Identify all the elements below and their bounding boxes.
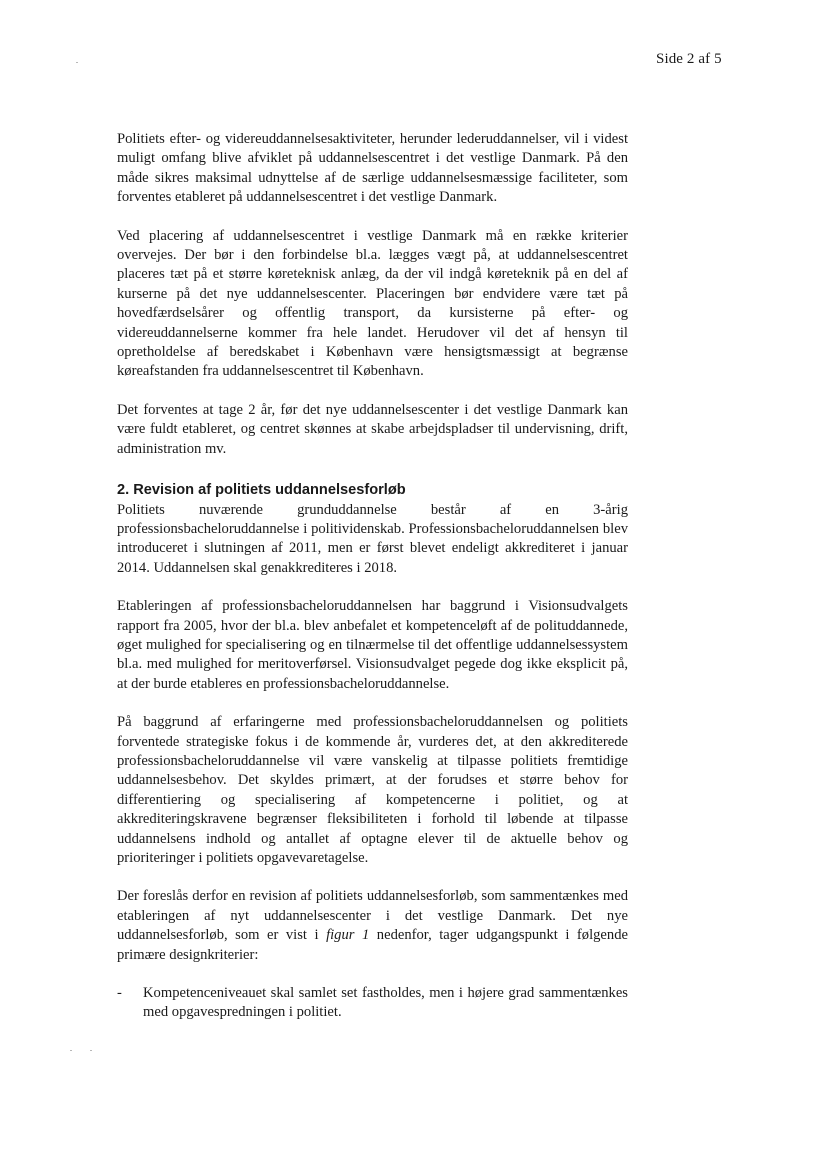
- paragraph: På baggrund af erfaringerne med professionsbacheloruddannelsen og politiets forventede strategiske fokus i de kommende år, vurderes det, at den akkrediterede professionsbacheloruddannelse vil være vanskelig at tilpasse politiets fremtidige uddannelsesbehov. Det skyldes primært, at der forudses et større behov for differentiering og specialisering af kompetencerne i politiet, og at akkrediteringskravene begrænser fleksibiliteten i forhold til løbende at tilpasse uddannelsens indhold og antallet af optagne elever til de aktuelle behov og prioriteringer i politiets opgavevaretagelse.: [117, 714, 628, 866]
- paragraph: Ved placering af uddannelsescentret i vestlige Danmark må en række kriterier overvejes. Der bør i den forbindelse bl.a. lægges vægt på, at uddannelsescentret placeres tæt på et større køreteknisk anlæg, da der vil indgå køreteknik på en del af kurserne på det nye uddannelsescenter. Placeringen bør endvidere være tæt på hovedfærdselsårer og offentlig transport, da kursisterne på efter- og videreuddannelserne kommer fra hele landet. Herudover vil det af hensyn til opretholdelse af beredskabet i København være hensigtsmæssigt at begrænse køreafstanden fra uddannelsescentret til København.: [117, 227, 628, 380]
- paragraph: Politiets nuværende grunduddannelse består af en 3-årig professionsbacheloruddannelse i politividenskab. Professionsbacheloruddannelsen blev introduceret i slutningen af 2011, men er først blevet endeligt akkrediteret i januar 2014. Uddannelsen skal genakkrediteres i 2018.: [117, 501, 628, 576]
- paragraph: Det forventes at tage 2 år, før det nye uddannelsescenter i det vestlige Danmark kan være fuldt etableret, og centret skønnes at skabe arbejdspladser til undervisning, drift, administration mv.: [117, 401, 628, 457]
- list-item: [117, 984, 628, 1023]
- scan-speck: [76, 62, 78, 63]
- paragraph: Etableringen af professionsbacheloruddannelsen har baggrund i Visionsudvalgets rapport fra 2005, hvor der bl.a. blev anbefalet et kompetenceløft af de polituddannede, øget mulighed for specialisering og en tilnærmelse til det offentlige uddannelsessystem bl.a. med mulighed for meritoverførsel. Visionsudvalget pegede dog ikke eksplicit på, at der burde etableres en professionsbacheloruddannelse.: [117, 598, 628, 692]
- paragraph-text: Der foreslås derfor en revision af politiets uddannelsesforløb, som sammentænkes med etableringen af nyt uddannelsescenter i det vestlige Danmark. Det nye uddannelsesforløb, som er vist i: [117, 888, 628, 944]
- document-body: [117, 130, 628, 1023]
- bullet-dash: -: [117, 985, 122, 1002]
- scan-speck: [70, 1050, 72, 1051]
- paragraph-figure-reference: [117, 887, 628, 965]
- page-number: Side 2 af 5: [656, 51, 722, 67]
- scan-speck: [90, 1050, 92, 1051]
- paragraph-text: nedenfor, tager udgangspunkt i følgende primære designkriterier:: [117, 927, 628, 963]
- paragraph: Politiets efter- og videreuddannelsesaktiviteter, herunder lederuddannelser, vil i videst muligt omfang blive afviklet på uddannelsescentret i det vestlige Danmark. På den måde sikres maksimal udnyttelse af de særlige uddannelsesmæssige faciliteter, som forventes etableret på uddannelsescentret i det vestlige Danmark.: [117, 131, 628, 206]
- list-item-text: Kompetenceniveauet skal samlet set fastholdes, men i højere grad sammentænkes med opgavespredningen i politiet.: [143, 985, 628, 1021]
- section-heading: 2. Revision af politiets uddannelsesforløb: [117, 482, 406, 499]
- figure-reference: figur 1: [326, 927, 370, 944]
